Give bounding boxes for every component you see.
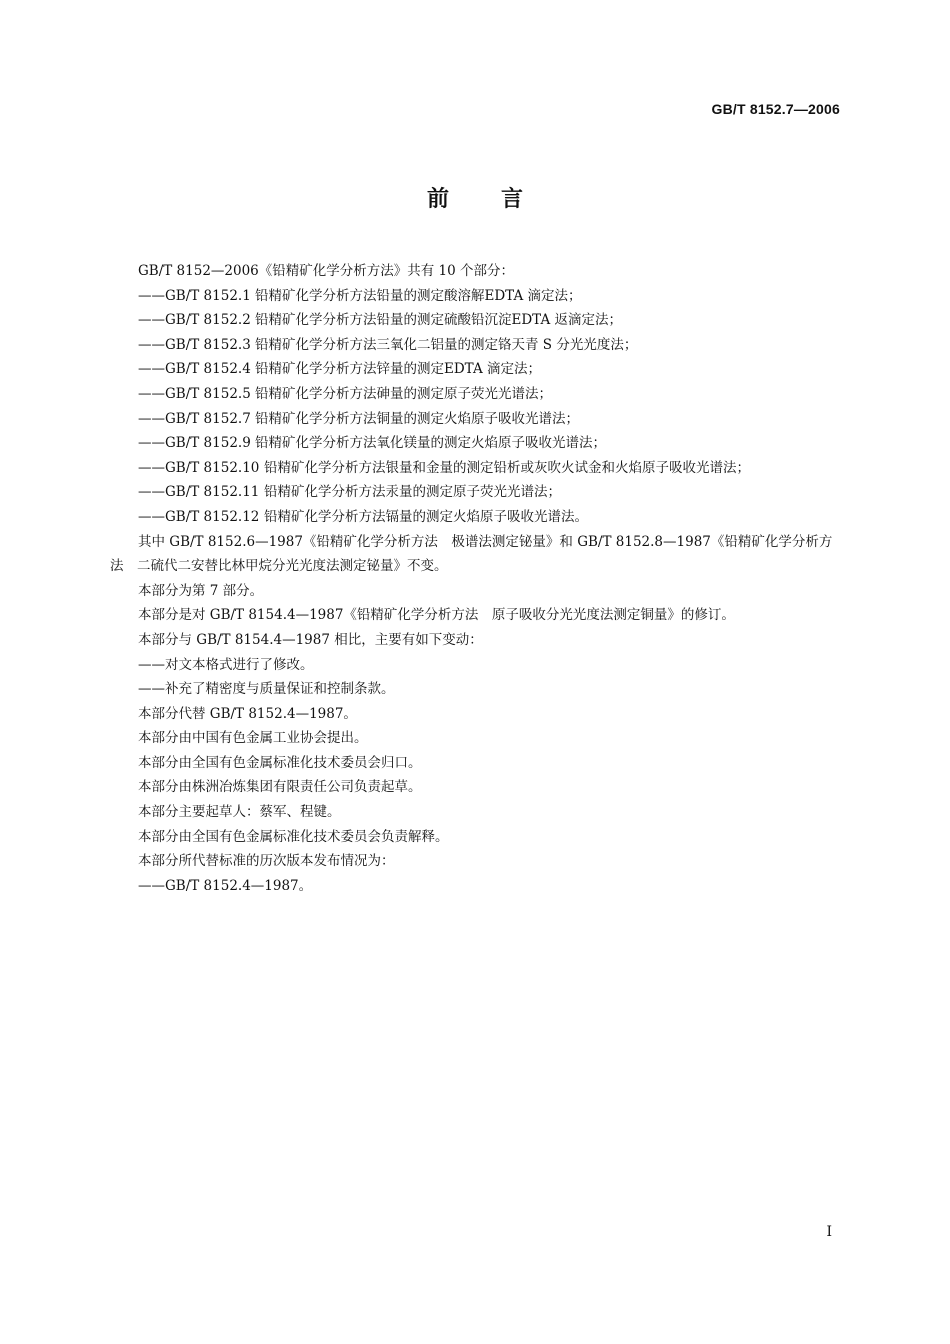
paragraph: 本部分与 GB/T 8154.4—1987 相比，主要有如下变动： (138, 631, 483, 648)
document-body (110, 259, 842, 898)
paragraph: 本部分由全国有色金属标准化技术委员会归口。 (138, 754, 422, 771)
part-code: ——GB/T 8152.3 (138, 336, 251, 353)
part-description: 铅精矿化学分析方法锌量的测定EDTA 滴定法； (255, 361, 541, 378)
part-code: ——GB/T 8152.12 (138, 508, 260, 525)
paragraph: 本部分为第 7 部分。 (138, 582, 264, 599)
part-code: ——GB/T 8152.9 (138, 435, 251, 452)
list-item (110, 407, 842, 432)
part-description: 铅精矿化学分析方法三氧化二铝量的测定铬天青 S 分光光度法； (255, 336, 638, 353)
change-item: ——对文本格式进行了修改。 (138, 656, 314, 673)
list-item (110, 333, 842, 358)
list-item (110, 382, 842, 407)
paragraph: 本部分代替 GB/T 8152.4—1987。 (138, 705, 357, 722)
standard-code-header: GB/T 8152.7—2006 (711, 101, 840, 117)
list-item (110, 456, 842, 481)
paragraph: 本部分是对 GB/T 8154.4—1987《铅精矿化学分析方法 原子吸收分光光度法测定铜量》的修订。 (138, 607, 735, 624)
parts-list (110, 284, 842, 530)
part-code: ——GB/T 8152.4 (138, 361, 251, 378)
change-item: ——补充了精密度与质量保证和控制条款。 (138, 681, 395, 698)
unchanged-parts-note: 其中 GB/T 8152.6—1987《铅精矿化学分析方法 极谱法测定铋量》和 GB/T 8152.8—1987《铅精矿化学分析方法 二硫代二安替比林甲烷分光光度法测定铋量》不变。 (110, 533, 833, 575)
part-description: 铅精矿化学分析方法铅量的测定酸溶解EDTA 滴定法； (255, 287, 582, 304)
list-item (110, 308, 842, 333)
part-description: 铅精矿化学分析方法镉量的测定火焰原子吸收光谱法。 (264, 508, 588, 525)
part-code: ——GB/T 8152.1 (138, 287, 251, 304)
list-item (110, 505, 842, 530)
part-code: ——GB/T 8152.5 (138, 385, 251, 402)
page-number: I (826, 1224, 832, 1240)
paragraph: 本部分由全国有色金属标准化技术委员会负责解释。 (138, 828, 449, 845)
previous-edition-item: ——GB/T 8152.4—1987。 (138, 877, 313, 894)
list-item (110, 431, 842, 456)
paragraph: 本部分由株洲冶炼集团有限责任公司负责起草。 (138, 779, 422, 796)
intro-paragraph: GB/T 8152—2006《铅精矿化学分析方法》共有 10 个部分： (138, 263, 515, 279)
part-code: ——GB/T 8152.10 (138, 459, 260, 476)
list-item (110, 357, 842, 382)
part-description: 铅精矿化学分析方法汞量的测定原子荧光光谱法； (264, 484, 561, 501)
paragraph: 本部分主要起草人：蔡军、程键。 (138, 804, 341, 821)
part-description: 铅精矿化学分析方法铅量的测定硫酸铅沉淀EDTA 返滴定法； (255, 312, 622, 329)
list-item (110, 284, 842, 309)
part-description: 铅精矿化学分析方法氧化镁量的测定火焰原子吸收光谱法； (255, 435, 606, 452)
part-code: ——GB/T 8152.2 (138, 312, 251, 329)
part-code: ——GB/T 8152.11 (138, 484, 260, 501)
paragraph: 本部分所代替标准的历次版本发布情况为： (138, 853, 395, 870)
list-item (110, 480, 842, 505)
part-description: 铅精矿化学分析方法铜量的测定火焰原子吸收光谱法； (255, 410, 579, 427)
part-description: 铅精矿化学分析方法砷量的测定原子荧光光谱法； (255, 385, 552, 402)
paragraph: 本部分由中国有色金属工业协会提出。 (138, 730, 368, 747)
page-title: 前言 (426, 187, 575, 212)
part-code: ——GB/T 8152.7 (138, 410, 251, 427)
part-description: 铅精矿化学分析方法银量和金量的测定铅析或灰吹火试金和火焰原子吸收光谱法； (264, 459, 750, 476)
